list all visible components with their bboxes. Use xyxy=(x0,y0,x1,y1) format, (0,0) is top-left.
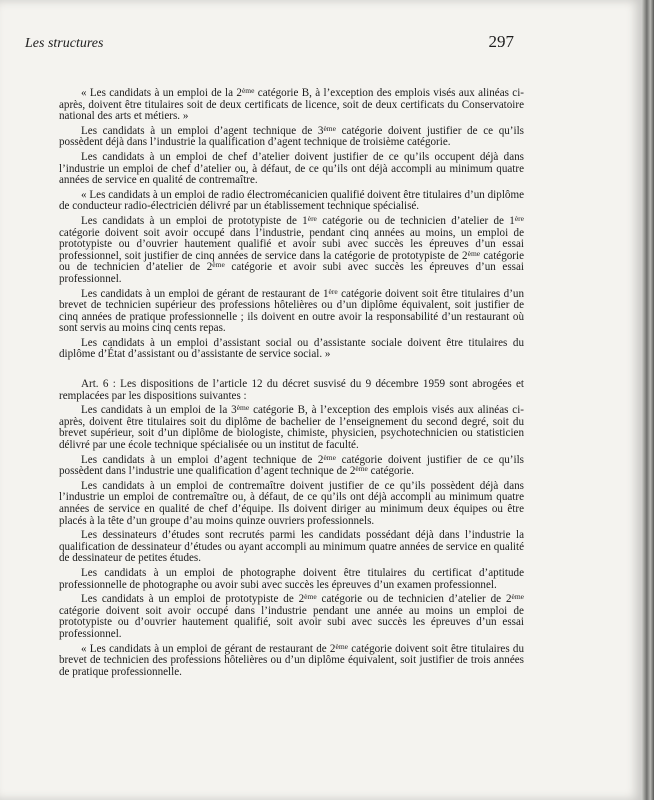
ordinal-superscript: ème xyxy=(236,403,250,413)
paragraph xyxy=(59,88,524,123)
paragraph xyxy=(59,530,524,565)
text-run: « Les candidats à un emploi de radio électromécanicien qualifié doivent être titulaires d’un diplôme de conducteur radio-électricien délivré par un établissement technique spécialisé. xyxy=(59,188,524,213)
paragraph xyxy=(59,594,524,640)
ordinal-superscript: ère xyxy=(307,213,317,223)
page-number: 297 xyxy=(488,32,514,51)
ordinal-superscript: ème xyxy=(323,123,336,133)
page-edge xyxy=(642,0,654,800)
text-run: Les candidats à un emploi de contremaître doivent justifier de ce qu’ils possèdent déjà dans l’industrie un emploi de contremaître ou, à défaut, de ce qu’ils ont déjà accompli au minimum quatre années de service en qualité de chef d’équipe. Ils doivent diriger au minimum deux équipes ou être placés à la tête d’un groupe d’au moins quinze ouvriers professionnels. xyxy=(59,479,524,527)
text-run: catégorie B, à l’exception des emplois visés aux alinéas ci-après, doivent être titulaires soit du diplôme de bachelier de l’enseignement du second degré, soit du brevet supérieur, soit d’un diplôme de biologiste, chimiste, physicien, psychotechnicien ou statisticien délivré par une école technique spécialisée ou un institut de faculté. xyxy=(59,404,524,452)
paragraph xyxy=(59,190,524,213)
text-run: Les candidats à un emploi de la 3 xyxy=(81,404,237,417)
paragraph xyxy=(59,405,524,451)
text-run: Les candidats à un emploi de prototypiste de 1 xyxy=(81,214,308,227)
text-run: « Les candidats à un emploi de la 2 xyxy=(81,87,242,99)
text-run: catégorie ou de technicien d’atelier de 2 xyxy=(316,593,512,606)
text-run: catégorie doivent soit avoir occupé dans l’industrie pendant une année au moins un emploi de prototypiste ou d’ouvrier hautement qualifié, soit avoir subi avec succès les épreuves d’un essai professionnel. xyxy=(59,604,524,640)
text-run: Les candidats à un emploi d’agent technique de 2 xyxy=(81,453,324,466)
paragraph xyxy=(59,123,524,149)
ordinal-superscript: ème xyxy=(323,452,336,462)
page-header xyxy=(25,32,514,52)
paragraph xyxy=(59,641,524,679)
text-run: catégorie doivent soit être titulaires du brevet de technicien des professions hôtelières ou d’un diplôme équivalent, soit justifier de trois années de pratique professionnelle. xyxy=(59,642,524,678)
text-run: Les candidats à un emploi de gérant de restaurant de 1 xyxy=(81,287,329,300)
text-run: catégorie doivent justifier de ce qu’ils possèdent dans l’industrie une qualification d’agent technique de 2 xyxy=(59,453,524,478)
ordinal-superscript: ème xyxy=(241,86,255,95)
ordinal-superscript: ème xyxy=(511,592,525,602)
paragraph xyxy=(59,286,524,335)
text-run: catégorie doivent soit être titulaires d’un brevet de technicien supérieur des professions hôtelières ou d’un diplôme équivalent, soit justifier de cinq années de pratique professionnelle ; ils doivent en outre avoir la responsabilité d’un restaurant où sont servis au moins cinq cents repas. xyxy=(59,287,524,335)
paragraph xyxy=(59,452,524,478)
ordinal-superscript: ème xyxy=(335,641,348,651)
paragraph xyxy=(59,338,524,361)
ordinal-superscript: ème xyxy=(304,592,317,602)
text-run: catégorie B, à l’exception des emplois visés aux alinéas ci-après, doivent être titulaires soit de deux certificats de licence, soit de deux certificats du Conservatoire national des arts et métiers. » xyxy=(59,87,524,123)
text-run: « Les candidats à un emploi de gérant de restaurant de 2 xyxy=(81,642,336,655)
text-run: Les candidats à un emploi d’agent technique de 3 xyxy=(81,124,324,137)
running-title: Les structures xyxy=(25,36,104,51)
paragraph xyxy=(59,213,525,286)
text-run: catégorie ou de technicien d’atelier de 2 xyxy=(59,249,525,274)
body-text xyxy=(59,88,524,681)
text-run: Les candidats à un emploi d’assistant social ou d’assistante sociale doivent être titulaires du diplôme d’État d’assistant ou d’assistante de service social. » xyxy=(59,336,524,361)
text-run: Les dessinateurs d’études sont recrutés parmi les candidats possédant déjà dans l’industrie la qualification de dessinateur d’études ou ayant accompli au minimum quatre années de service en qualité de dessinateur de petites études. xyxy=(59,529,524,565)
ordinal-superscript: ère xyxy=(328,286,338,296)
text-run: Art. 6 : Les dispositions de l’article 12 du décret susvisé du 9 décembre 1959 sont abrogées et remplacées par les dispositions suivantes : xyxy=(59,378,524,402)
text-run: catégorie et avoir subi avec succès les épreuves d’un essai professionnel. xyxy=(59,261,524,285)
text-run: catégorie doivent soit avoir occupé dans l’industrie, pendant cinq années au moins, un emploi de prototypiste ou d’ouvrier hautement qualifié et avoir subi avec succès les épreuves d’un essai professionnel, soit justifier de cinq années de service dans la catégorie de prototypiste de 2 xyxy=(59,226,524,262)
paragraph xyxy=(59,568,524,591)
text-run: catégorie doivent justifier de ce qu’ils possèdent déjà dans l’industrie la qualification d’agent technique de troisième catégorie. xyxy=(59,124,524,149)
ordinal-superscript: ère xyxy=(514,213,524,223)
paragraph xyxy=(59,152,524,187)
text-run: catégorie. xyxy=(367,465,415,478)
paragraph xyxy=(59,481,524,527)
text-run: Les candidats à un emploi de prototypiste de 2 xyxy=(81,593,305,606)
text-run: Les candidats à un emploi de chef d’atelier doivent justifier de ce qu’ils occupent déjà dans l’industrie un emploi de chef d’atelier ou, à défaut, de ce qu’ils ont déjà accompli au minimum quatre années de service en qualité de contremaître. xyxy=(59,150,524,187)
ordinal-superscript: ème xyxy=(212,260,225,270)
ordinal-superscript: ème xyxy=(355,464,368,474)
paragraph xyxy=(59,379,524,402)
text-run: Les candidats à un emploi de photographe doivent être titulaires du certificat d’aptitude professionnelle de photographe ou avoir subi avec succès les épreuves d’un examen professionnel. xyxy=(59,566,524,591)
ordinal-superscript: ème xyxy=(467,248,481,258)
text-run: catégorie ou de technicien d’atelier de 1 xyxy=(316,214,515,227)
